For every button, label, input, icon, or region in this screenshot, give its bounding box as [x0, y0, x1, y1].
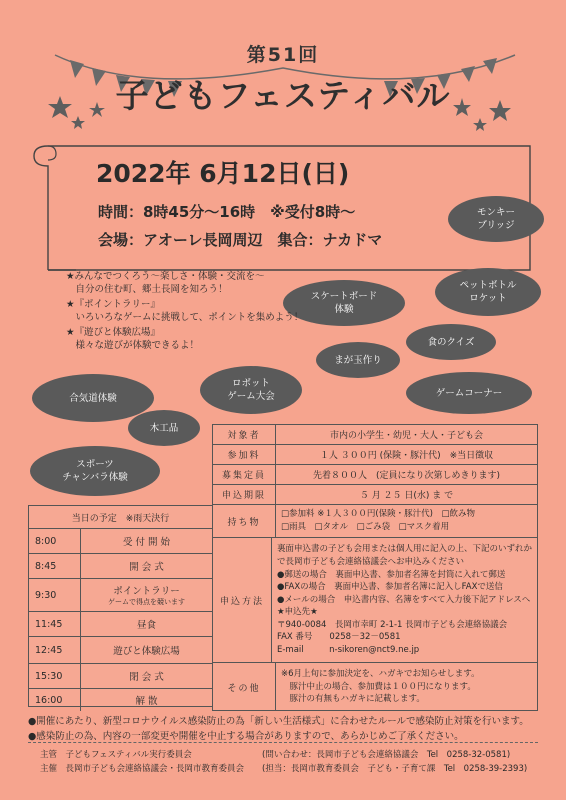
- footer-host: 主管 子どもフェスティバル実行委員会: [40, 750, 192, 760]
- table-row: 参加料 １人 ３００円 (保険・豚汁代) ※当日徴収: [213, 445, 537, 465]
- table-row: 申込方法 裏面申込書の子ども会用または個人用に記入の上、下記のいずれか で長岡市子ども会連絡協議会へお申込みください ●郵送の場合 裏面申込書、参加者名簿を封筒に入れて郵送 ●FAXの場合 裏面申込書、参加者名簿に記入しFAXで送信 ●メールの場合 申込書内容、名簿をすべて入力後下記アドレスへ ★申込先★ 〒940-0084 長岡市幸町 2-1-1 長岡市子ども会連絡協議会 FAX 番号 0258－32－0581 E-mail n-sikoren@nct9.ne.jp: [213, 538, 537, 663]
- table-row: 申込期限 ５ 月 ２５ 日(水) ま で: [213, 485, 537, 505]
- divider: [28, 742, 538, 743]
- bubble-robot-game: ロボット ゲーム大会: [200, 366, 302, 414]
- table-row: 11:45 昼食: [29, 612, 212, 637]
- footer-right: [262, 748, 527, 776]
- bubble-sports-chanbara: スポーツ チャンバラ体験: [30, 446, 160, 496]
- table-row: 対象者 市内の小学生・幼児・大人・子ども会: [213, 425, 537, 445]
- footer-contact: (問い合わせ：長岡市子ども会連絡協議会 Tel 0258-32-0581): [262, 750, 511, 760]
- bubble-magatama: まが玉作り: [316, 342, 400, 378]
- table-row: その他 ※6月上旬に参加決定を、ハガキでお知らせします。 豚汁中止の場合、参加費は１００円になります。 豚汁の有無もハガキに記載します。: [213, 663, 537, 711]
- table-row: 12:45 遊びと体験広場: [29, 637, 212, 664]
- table-row: 8:00 受 付 開 始: [29, 529, 212, 554]
- intro-item: ★みんなでつくろう～楽しさ・体験・交流を～ 自分の住む町、郷土長岡を知ろう！: [66, 271, 265, 295]
- schedule-header: 当日の予定 ※雨天決行: [29, 506, 212, 529]
- page-title: 子どもフェスティバル: [115, 76, 451, 115]
- info-table: [212, 424, 538, 711]
- intro-text: [66, 270, 306, 354]
- event-venue: 会場：アオーレ長岡周辺 集合：ナカドマ: [98, 231, 383, 249]
- table-row: 9:30 ポイントラリー ゲームで得点を競います: [29, 579, 212, 612]
- intro-item: ★『遊びと体験広場』 様々な遊びが体験できるよ！: [66, 327, 200, 351]
- footer-contact: (担当：長岡市教育委員会 子ども・子育て課 Tel 0258-39-2393): [262, 764, 528, 774]
- table-row: 15:30 閉 会 式: [29, 664, 212, 689]
- bubble-skateboard: スケートボード 体験: [283, 280, 405, 326]
- bubble-food-quiz: 食のクイズ: [406, 324, 496, 360]
- bubble-aikido: 合気道体験: [32, 374, 154, 422]
- footer-organizer: 主催 長岡市子ども会連絡協議会・長岡市教育委員会: [40, 764, 245, 774]
- event-time: 時間：8時45分～16時 ※受付8時～: [98, 203, 356, 221]
- notes: ●開催にあたり、新型コロナウイルス感染防止の為「新しい生活様式」に合わせたルールで感染防止対策を行います。 ●感染防止の為、内容の一部変更や開催を中止する場合がありますので、あらかじめご了承ください。: [28, 716, 529, 742]
- footer-left: [40, 748, 244, 776]
- schedule-table: [28, 505, 213, 707]
- edition-label: 第51回: [246, 44, 320, 66]
- table-row: 8:45 開 会 式: [29, 554, 212, 579]
- event-date: 2022年 6月12日(日): [96, 159, 350, 188]
- table-row: 持ち物 □参加料 ※１人３００円(保険・豚汁代) □飲み物 □雨具 □タオル □ごみ袋 □マスク着用: [213, 505, 537, 538]
- table-row: 募集定員 先着８００人 (定員になり次第しめきります): [213, 465, 537, 485]
- intro-item: ★『ポイントラリー』 いろいろなゲームに挑戦して、ポイントを集めよう！: [66, 299, 304, 323]
- bubble-woodcraft: 木工品: [128, 410, 200, 446]
- bubble-pet-rocket: ペットボトル ロケット: [435, 268, 541, 316]
- bubble-game-corner: ゲームコーナー: [406, 372, 532, 414]
- table-row: 16:00 解 散: [29, 689, 212, 711]
- bubble-monkey-bridge: モンキー ブリッジ: [448, 196, 544, 242]
